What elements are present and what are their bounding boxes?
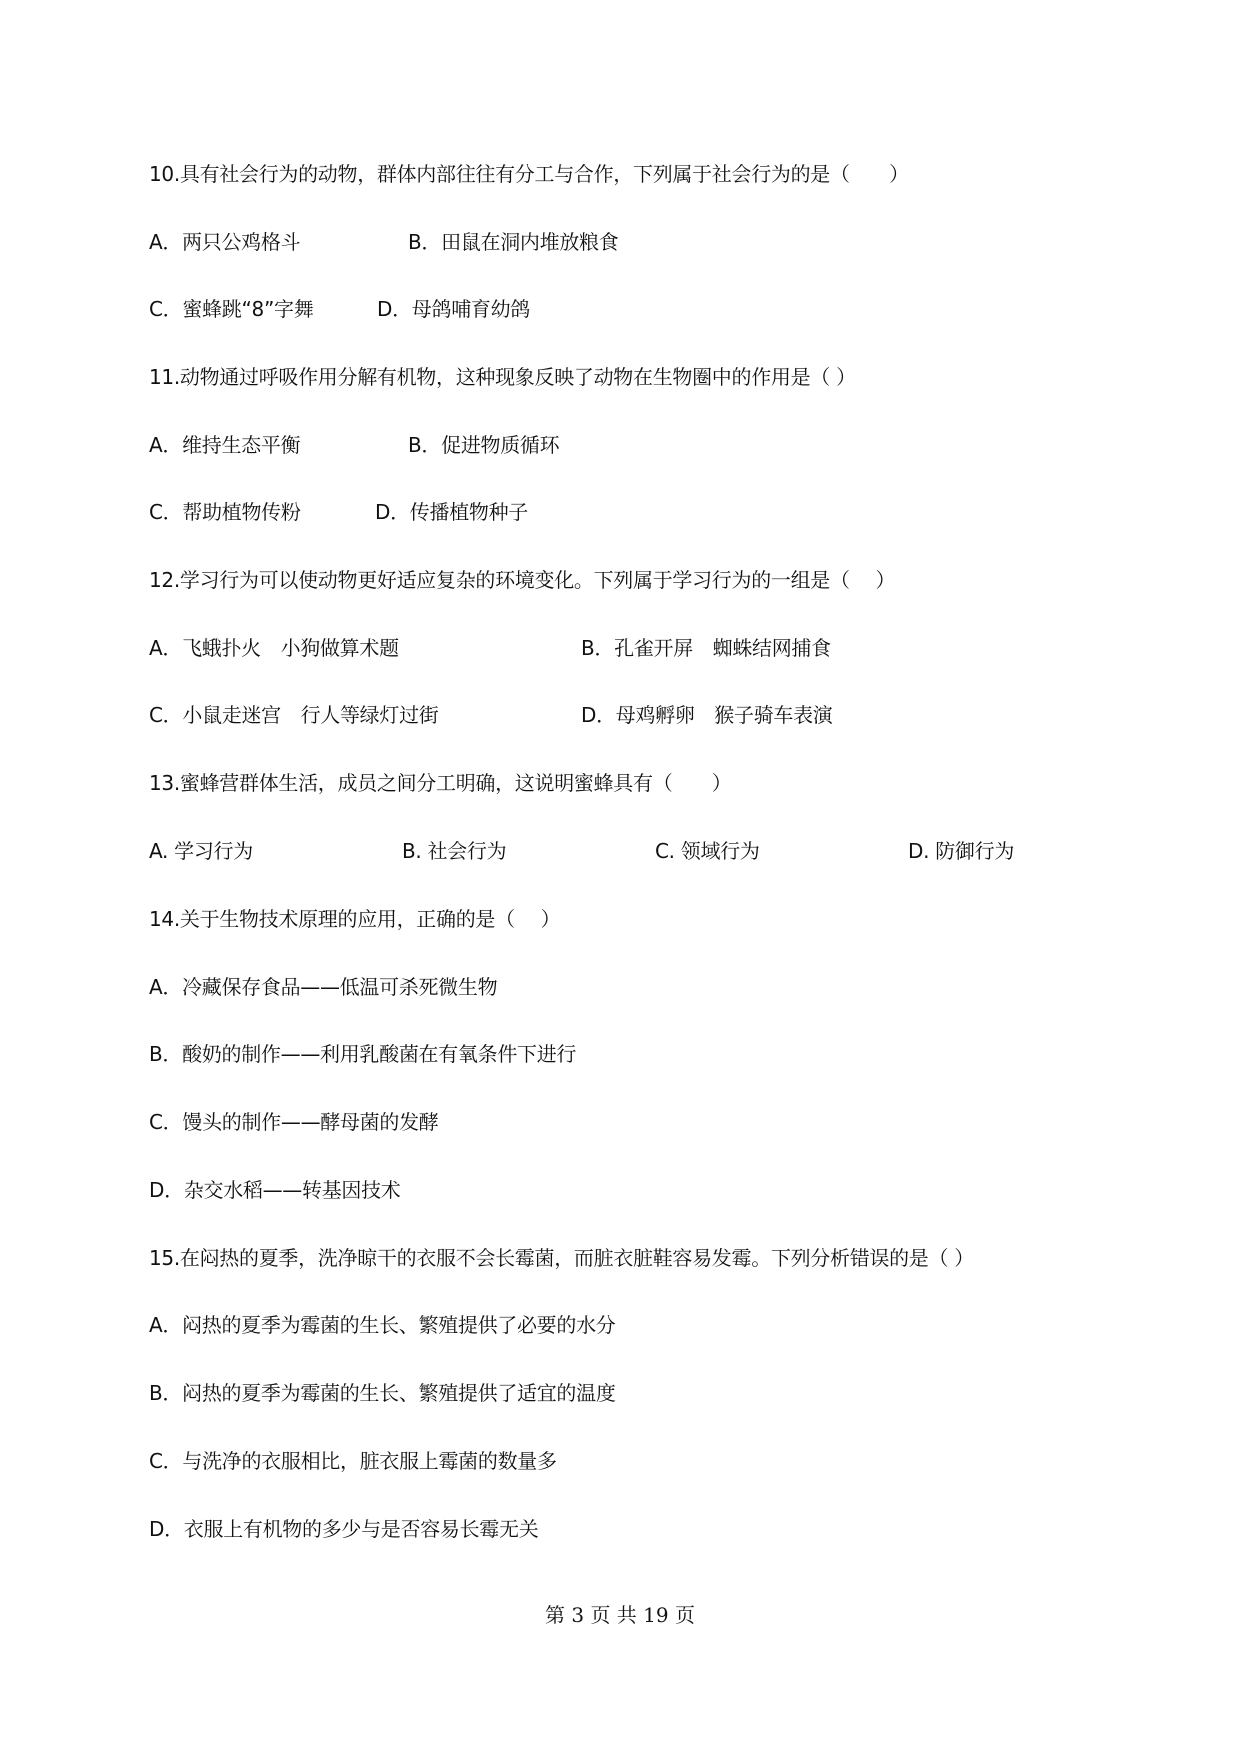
question-12-option-a: A．飞蛾扑火 小狗做算术题 (149, 636, 399, 660)
question-11-option-d: D．传播植物种子 (375, 500, 529, 524)
question-15-stem: 15.在闷热的夏季，洗净晾干的衣服不会长霉菌，而脏衣脏鞋容易发霉。下列分析错误的是（ ） (149, 1246, 974, 1270)
question-15-option-c: C．与洗净的衣服相比，脏衣服上霉菌的数量多 (149, 1449, 557, 1473)
question-12-stem: 12.学习行为可以使动物更好适应复杂的环境变化。下列属于学习行为的一组是（ ） (149, 568, 896, 592)
question-13-option-d: D. 防御行为 (908, 839, 1015, 863)
question-11-stem: 11.动物通过呼吸作用分解有机物，这种现象反映了动物在生物圈中的作用是（ ） (149, 365, 856, 389)
question-14-option-b: B．酸奶的制作——利用乳酸菌在有氧条件下进行 (149, 1042, 577, 1066)
question-11-option-c: C．帮助植物传粉 (149, 500, 301, 524)
question-15-option-d: D．衣服上有机物的多少与是否容易长霉无关 (149, 1517, 539, 1541)
question-14-option-a: A．冷藏保存食品——低温可杀死微生物 (149, 975, 498, 999)
question-15-option-a: A．闷热的夏季为霉菌的生长、繁殖提供了必要的水分 (149, 1313, 616, 1337)
page-number-footer: 第 3 页 共 19 页 (545, 1603, 695, 1627)
question-10-option-d: D．母鸽哺育幼鸽 (377, 297, 531, 321)
question-12-option-d: D．母鸡孵卵 猴子骑车表演 (581, 703, 833, 727)
question-12-option-c: C．小鼠走迷宫 行人等绿灯过街 (149, 703, 439, 727)
question-11-option-b: B．促进物质循环 (408, 433, 560, 457)
question-11-option-a: A．维持生态平衡 (149, 433, 301, 457)
question-10-option-c: C．蜜蜂跳“8”字舞 (149, 297, 314, 321)
question-10-stem: 10.具有社会行为的动物，群体内部往往有分工与合作，下列属于社会行为的是（ ） (149, 162, 909, 186)
question-14-option-d: D．杂交水稻——转基因技术 (149, 1178, 401, 1202)
question-13-option-c: C. 领域行为 (655, 839, 760, 863)
question-10-option-b: B．田鼠在洞内堆放粮食 (408, 230, 619, 254)
question-10-option-a: A．两只公鸡格斗 (149, 230, 301, 254)
question-13-stem: 13.蜜蜂营群体生活，成员之间分工明确，这说明蜜蜂具有（ ） (149, 771, 732, 795)
question-14-stem: 14.关于生物技术原理的应用，正确的是（ ） (149, 907, 561, 931)
question-14-option-c: C．馒头的制作——酵母菌的发酵 (149, 1110, 439, 1134)
question-13-option-a: A. 学习行为 (149, 839, 253, 863)
question-13-option-b: B. 社会行为 (402, 839, 507, 863)
question-12-option-b: B．孔雀开屏 蜘蛛结网捕食 (581, 636, 831, 660)
question-15-option-b: B．闷热的夏季为霉菌的生长、繁殖提供了适宜的温度 (149, 1381, 616, 1405)
